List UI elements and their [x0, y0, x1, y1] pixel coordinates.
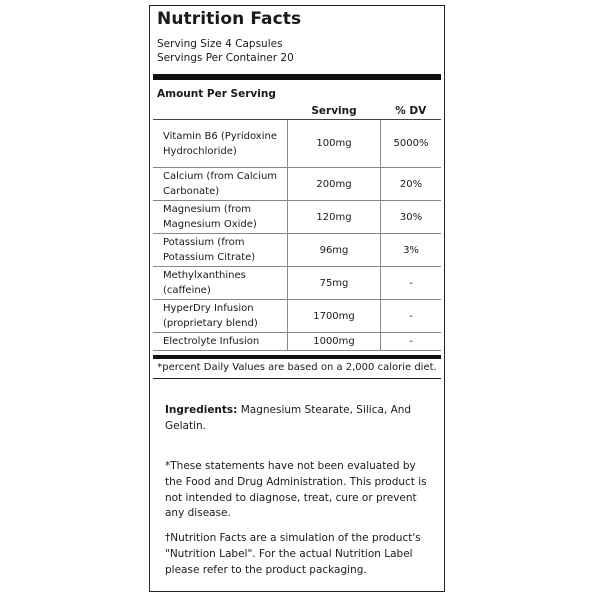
nutrient-name: HyperDry Infusion (proprietary blend) [153, 300, 288, 333]
nutrient-serving: 120mg [288, 201, 381, 234]
nutrient-serving: 200mg [288, 168, 381, 201]
nutrition-facts-title: Nutrition Facts [157, 9, 302, 29]
thick-divider [153, 74, 441, 80]
ingredients [165, 403, 435, 435]
nutrient-dv: - [381, 267, 442, 300]
amount-per-serving-label: Amount Per Serving [157, 88, 276, 100]
column-header-serving: Serving [288, 103, 381, 120]
servings-per-container: Servings Per Container 20 [157, 52, 294, 64]
table-row [153, 267, 441, 300]
nutrient-serving: 1700mg [288, 300, 381, 333]
column-header-dv: % DV [381, 103, 442, 120]
simulation-note: †Nutrition Facts are a simulation of the product's "Nutrition Label". For the actual Nutrition Label please refer to the product packaging. [165, 532, 421, 576]
nutrient-name: Electrolyte Infusion [153, 333, 288, 351]
nutrition-facts-panel [149, 5, 445, 592]
nutrient-name: Vitamin B6 (Pyridoxine Hydrochloride) [153, 120, 288, 168]
column-header-nutrient [153, 103, 288, 120]
nutrient-dv: 5000% [381, 120, 442, 168]
ingredients-text: Magnesium Stearate, Silica, And Gelatin. [165, 404, 412, 432]
thick-divider [153, 355, 441, 359]
nutrient-dv: 20% [381, 168, 442, 201]
nutrient-name: Calcium (from Calcium Carbonate) [153, 168, 288, 201]
nutrient-serving: 96mg [288, 234, 381, 267]
fda-disclaimer: *These statements have not been evaluated by the Food and Drug Administration. This product is not intended to diagnose, treat, cure or prevent any disease. [165, 460, 427, 520]
table-row [153, 201, 441, 234]
table-row [153, 333, 441, 351]
nutrient-table [153, 103, 441, 351]
table-row [153, 300, 441, 333]
table-row [153, 234, 441, 267]
ingredients-label: Ingredients: [165, 404, 238, 416]
table-row [153, 168, 441, 201]
nutrient-dv: - [381, 300, 442, 333]
table-row [153, 120, 441, 168]
nutrient-dv: 3% [381, 234, 442, 267]
nutrient-serving: 100mg [288, 120, 381, 168]
thin-divider [153, 378, 441, 379]
serving-size: Serving Size 4 Capsules [157, 38, 283, 50]
nutrient-name: Magnesium (from Magnesium Oxide) [153, 201, 288, 234]
table-header-row [153, 103, 441, 120]
nutrient-name: Methylxanthines (caffeine) [153, 267, 288, 300]
nutrient-serving: 75mg [288, 267, 381, 300]
nutrient-name: Potassium (from Potassium Citrate) [153, 234, 288, 267]
nutrient-serving: 1000mg [288, 333, 381, 351]
nutrient-dv: 30% [381, 201, 442, 234]
nutrient-dv: - [381, 333, 442, 351]
daily-value-footnote: *percent Daily Values are based on a 2,000 calorie diet. [157, 362, 437, 373]
